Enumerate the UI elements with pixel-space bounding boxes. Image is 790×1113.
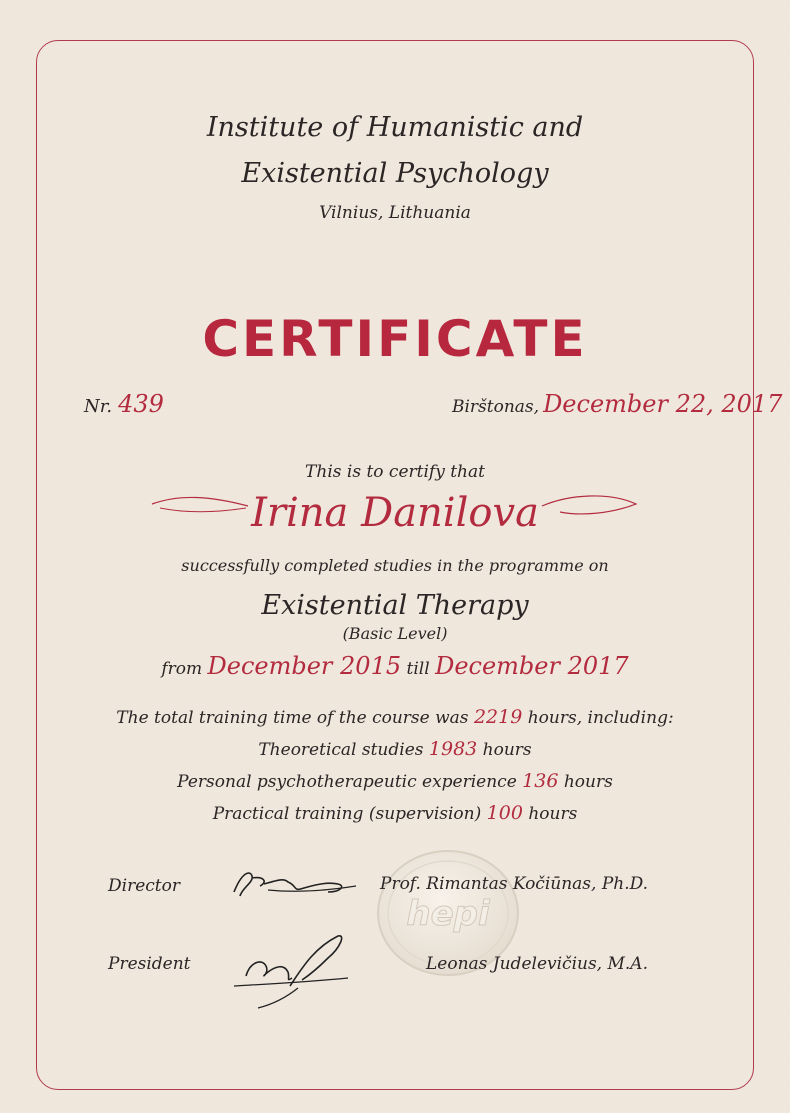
practical-training-line	[0, 802, 790, 824]
completed-text: successfully completed studies in the programme on	[181, 556, 609, 575]
director-signature	[228, 862, 368, 904]
institute-location: Vilnius, Lithuania	[319, 203, 471, 223]
number-label: Nr.	[84, 396, 113, 417]
issue-place-date	[452, 390, 782, 418]
institute-name-line1: Institute of Humanistic and	[206, 112, 584, 143]
total-training-line	[0, 706, 790, 728]
period-from-label: from	[161, 659, 203, 679]
president-label: President	[108, 954, 191, 974]
institute-name-line2: Existential Psychology	[241, 158, 549, 189]
president-signature	[228, 928, 358, 1012]
certificate-title: CERTIFICATE	[202, 310, 588, 368]
issue-place: Birštonas,	[452, 397, 540, 417]
total-hours: 2219	[473, 706, 523, 728]
seal-text: hepi	[406, 894, 490, 934]
period-till-label: till	[406, 659, 430, 679]
theory-line	[0, 738, 790, 760]
president-name: Leonas Judelevičius, M.A.	[426, 954, 648, 974]
personal-suffix: hours	[563, 772, 613, 792]
theory-hours: 1983	[428, 738, 478, 760]
certificate-number	[84, 390, 164, 418]
director-label: Director	[108, 876, 180, 896]
programme-name: Existential Therapy	[261, 590, 529, 621]
programme-level: (Basic Level)	[342, 624, 448, 643]
personal-hours: 136	[522, 770, 559, 792]
study-period	[0, 652, 790, 680]
personal-prefix: Personal psychotherapeutic experience	[177, 772, 517, 792]
director-name: Prof. Rimantas Kočiūnas, Ph.D.	[380, 874, 649, 894]
personal-experience-line	[0, 770, 790, 792]
total-suffix: hours, including:	[527, 708, 674, 728]
issue-date: December 22, 2017	[543, 390, 783, 418]
period-from-date: December 2015	[207, 652, 402, 680]
practical-suffix: hours	[528, 804, 578, 824]
practical-hours: 100	[486, 802, 523, 824]
period-till-date: December 2017	[435, 652, 629, 680]
theory-suffix: hours	[482, 740, 532, 760]
number-value: 439	[118, 390, 164, 418]
recipient-name: Irina Danilova	[251, 490, 539, 536]
total-prefix: The total training time of the course was	[116, 708, 469, 728]
flourish-right-decoration	[540, 484, 640, 524]
practical-prefix: Practical training (supervision)	[212, 804, 482, 824]
theory-prefix: Theoretical studies	[258, 740, 424, 760]
certify-text: This is to certify that	[305, 462, 485, 482]
